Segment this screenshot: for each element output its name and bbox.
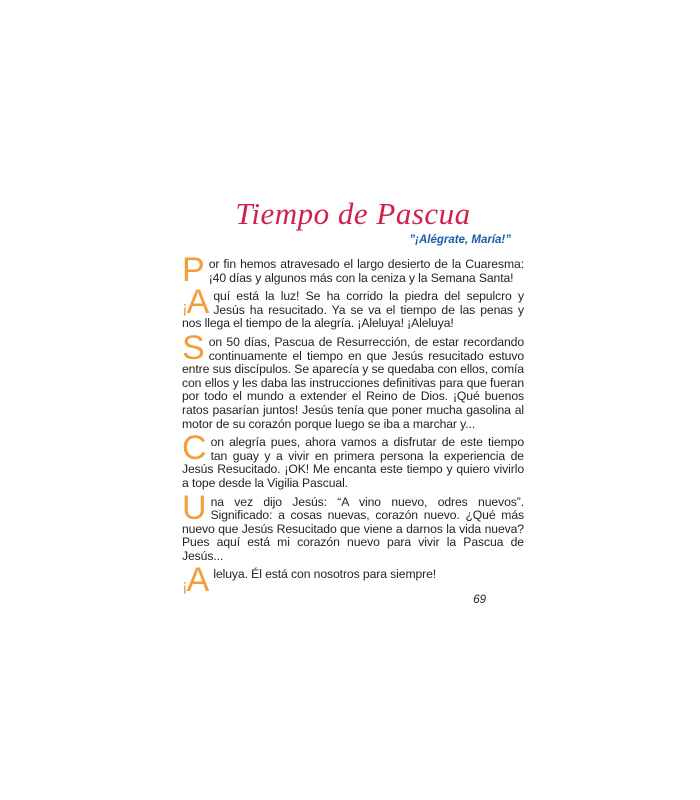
paragraph [182, 429, 524, 490]
drop-cap-letter: S [182, 328, 205, 367]
paragraph [182, 561, 524, 600]
drop-cap [182, 561, 213, 600]
drop-cap [182, 328, 209, 367]
content-column [182, 197, 524, 606]
paragraph [182, 251, 524, 289]
drop-cap [182, 251, 209, 289]
drop-cap-prefix: ¡ [182, 576, 187, 596]
paragraph [182, 488, 524, 564]
drop-cap-letter: C [182, 429, 207, 468]
paragraph-text: on 50 días, Pascua de Resurrección, de estar recordando continuamente el tiempo en que Jesús resucitado estuvo entre sus discípulos. Se aparecía y se quedaba con ellos, comía con ellos y les daba las instrucciones definitivas para que fueran por todo el mundo a extender el Reino de Dios. ¡Qué buenos ratos pasarían juntos! Jesús tenía que poner mucha gasolina al motor de su corazón porque luego se iba a marchar y... [182, 334, 524, 431]
drop-cap-letter: A [186, 283, 210, 322]
paragraph [182, 283, 524, 331]
page-number: 69 [473, 594, 486, 607]
drop-cap-letter: A [186, 561, 210, 600]
drop-cap [182, 488, 211, 527]
paragraph-text: na vez dijo Jesús: “A vino nuevo, odres nuevos”. Significado: a cosas nuevas, corazón nuevo. ¿Qué más nuevo que Jesús Resucitado que viene a darnos la vida nueva? Pues aquí está mi corazón nuevo para vivir la Pascua de Jesús... [182, 494, 524, 563]
paragraph-text: on alegría pues, ahora vamos a disfrutar de este tiempo tan guay y a vivir en primera persona la experiencia de Jesús Resucitado. ¡OK! Me encanta este tiempo y quiero vivirlo a tope desde la Vigilia Pascual. [182, 435, 524, 490]
drop-cap [182, 283, 213, 322]
paragraph-text: leluya. Él está con nosotros para siempre! [213, 567, 437, 582]
paragraph-text: or fin hemos atravesado el largo desierto de la Cuaresma: ¡40 días y algunos más con la ceniza y la Semana Santa! [208, 257, 524, 285]
page-subtitle: ”¡Alégrate, María!” [409, 234, 511, 246]
drop-cap-letter: U [182, 488, 207, 527]
paragraph [182, 328, 524, 431]
drop-cap-letter: P [182, 251, 205, 289]
paragraph-text: quí está la luz! Se ha corrido la piedra del sepulcro y Jesús ha resucitado. Ya se va el tiempo de las penas y nos llega el tiempo de la alegría. ¡Aleluya! ¡Aleluya! [182, 289, 524, 331]
page-title: Tiempo de Pascua [235, 196, 471, 231]
drop-cap [182, 429, 211, 468]
drop-cap-prefix: ¡ [182, 298, 187, 318]
